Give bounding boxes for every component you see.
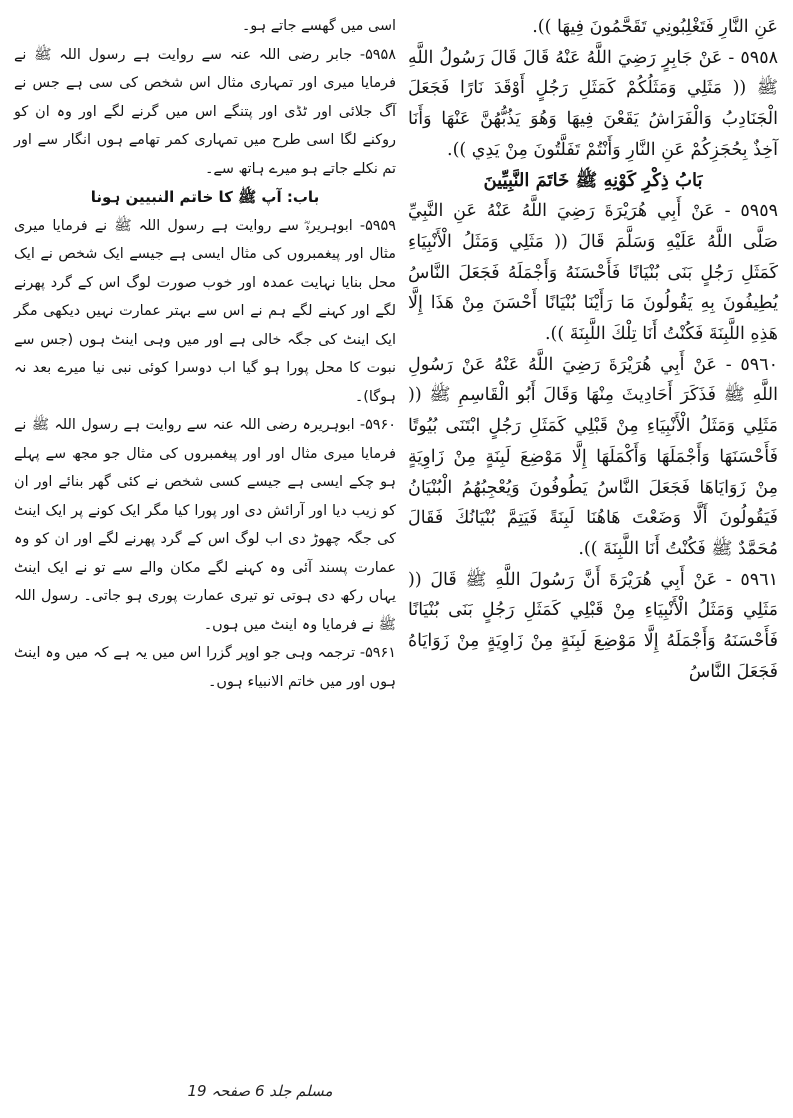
urdu-chapter-heading: باب: آپ ﷺ کا خاتم النبیین ہونا bbox=[90, 188, 320, 206]
arabic-hadith-5961: ٥٩٦١ - عَنْ أَبِي هُرَيْرَةَ أَنَّ رَسُولَ اللَّهِ ﷺ قَالَ (( مَثَلِي وَمَثَلُ الْأَنْبِيَاءِ مِنْ قَبْلِي كَمَثَلِ رَجُلٍ بَنَى بُنْيَانًا فَأَحْسَنَهُ وَأَجْمَلَهُ إِلَّا مَوْضِعَ لَبِنَةٍ مِنْ زَاوِيَةٍ مِنْ زَوَايَاهُ فَجَعَلَ النَّاسُ bbox=[408, 569, 778, 682]
arabic-chapter-heading: بَابُ ذِكْرِ كَوْنِهِ ﷺ خَاتَمَ النَّبِيِّينَ bbox=[483, 169, 703, 191]
arabic-hadith-5959: ٥٩٥٩ - عَنْ أَبِي هُرَيْرَةَ رَضِيَ اللَّهُ عَنْهُ عَنِ النَّبِيِّ صَلَّى اللَّهُ عَلَيْهِ وَسَلَّمَ قَالَ (( مَثَلِي وَمَثَلُ الْأَنْبِيَاءِ كَمَثَلِ رَجُلٍ بَنَى بُنْيَانًا فَأَحْسَنَهُ وَأَجْمَلَهُ فَجَعَلَ النَّاسُ يُطِيفُونَ بِهِ يَقُولُونَ مَا رَأَيْنَا بُنْيَانًا أَحْسَنَ مِنْ هَذَا إِلَّا هَذِهِ اللَّبِنَةَ فَكُنْتُ أَنَا تِلْكَ اللَّبِنَةَ )). bbox=[408, 201, 778, 345]
handwritten-reference-note: مسلم جلد 6 صفحہ 19 bbox=[187, 1082, 333, 1100]
urdu-translation-column bbox=[14, 12, 396, 852]
urdu-hadith-5960: ۵۹۶۰- ابوہریرہ رضی اللہ عنہ سے روایت ہے رسول اللہ ﷺ نے فرمایا میری مثال اور اور پیغمبروں کی مثال جو مجھ سے پہلے ہو چکے ایسی ہے جیسے کسی شخص نے کئی گھر بنائے اور ان کو زیب دیا اور آرائش دی اور پورا کیا مگر ایک کونے پر ایک اینٹ کی جگہ چھوڑ دی اب لوگ اس کے گرد پھرنے لگے اور ان کو وہ عمارت پسند آئی وہ کہنے لگے مکان والے سے تو نے ایک اینٹ یہاں رکھ دی ہوتی تو تیری عمارت پوری ہو جاتی۔ رسول اللہ ﷺ نے فرمایا وہ اینٹ میں ہوں۔ bbox=[14, 417, 396, 633]
arabic-text-column bbox=[408, 12, 778, 962]
urdu-continuation-line: اسی میں گھسے جاتے ہو۔ bbox=[241, 18, 396, 34]
urdu-hadith-5958: ۵۹۵۸- جابر رضی اللہ عنہ سے روایت ہے رسول اللہ ﷺ نے فرمایا میری اور تمہاری مثال اس شخص کی سی ہے جس نے آگ جلائی اور ٹڈی اور پتنگے اس میں گرنے لگے اور وہ ان کو روکنے لگا اسی طرح میں تمہاری کمر تھامے ہوں انگار سے اور تم نکلے جاتے ہو میرے ہاتھ سے۔ bbox=[14, 46, 396, 177]
arabic-hadith-5958: ٥٩٥٨ - عَنْ جَابِرٍ رَضِيَ اللَّهُ عَنْهُ قَالَ قَالَ رَسُولُ اللَّهِ ﷺ (( مَثَلِي وَمَثَلُكُمْ كَمَثَلِ رَجُلٍ أَوْقَدَ نَارًا فَجَعَلَ الْجَنَادِبُ وَالْفَرَاشُ يَقَعْنَ فِيهَا وَهُوَ يَذُبُّهُنَّ عَنْهَا وَأَنَا آخِذٌ بِحُجَزِكُمْ عَنِ النَّارِ وَأَنْتُمْ تَفَلَّتُونَ مِنْ يَدِي )). bbox=[408, 47, 778, 160]
arabic-continuation-line: عَنِ النَّارِ فَتَغْلِبُونِي تَقَحَّمُونَ فِيهَا )). bbox=[532, 17, 778, 37]
urdu-hadith-5959: ۵۹۵۹- ابوہریرہؓ سے روایت ہے رسول اللہ ﷺ نے فرمایا میری مثال اور پیغمبروں کی مثال ایسی ہے جیسے ایک شخص نے ایک محل بنایا نہایت عمدہ اور خوب صورت لوگ اس کے گرد پھرنے لگے اور کہنے لگے ہم نے اس سے بہتر عمارت نہیں دیکھی مگر ایک اینٹ کی جگہ خالی ہے اور میں وہی اینٹ ہوں (جس سے نبوت کا محل پورا ہو گیا اب دوسرا کوئی نبی نیا میرے بعد نہ ہوگا)۔ bbox=[14, 217, 396, 405]
arabic-hadith-5960: ٥٩٦٠ - عَنْ أَبِي هُرَيْرَةَ رَضِيَ اللَّهُ عَنْهُ عَنْ رَسُولِ اللَّهِ ﷺ فَذَكَرَ أَحَادِيثَ مِنْهَا وَقَالَ أَبُو الْقَاسِمِ ﷺ (( مَثَلِي وَمَثَلُ الْأَنْبِيَاءِ مِنْ قَبْلِي كَمَثَلِ رَجُلٍ ابْتَنَى بُيُوتًا فَأَحْسَنَهَا وَأَجْمَلَهَا وَأَكْمَلَهَا إِلَّا مَوْضِعَ لَبِنَةٍ مِنْ زَاوِيَةٍ مِنْ زَوَايَاهَا فَجَعَلَ النَّاسُ يَطُوفُونَ وَيُعْجِبُهُمُ الْبُنْيَانُ فَيَقُولُونَ أَلَّا وَضَعْتَ هَاهُنَا لَبِنَةً فَيَتِمَّ بُنْيَانُكَ فَقَالَ مُحَمَّدٌ ﷺ فَكُنْتُ أَنَا اللَّبِنَةَ )). bbox=[408, 354, 778, 559]
urdu-hadith-5961: ۵۹۶۱- ترجمہ وہی جو اوپر گزرا اس میں یہ ہے کہ میں وہ اینٹ ہوں اور میں خاتم الانبیاء ہوں۔ bbox=[14, 645, 396, 690]
